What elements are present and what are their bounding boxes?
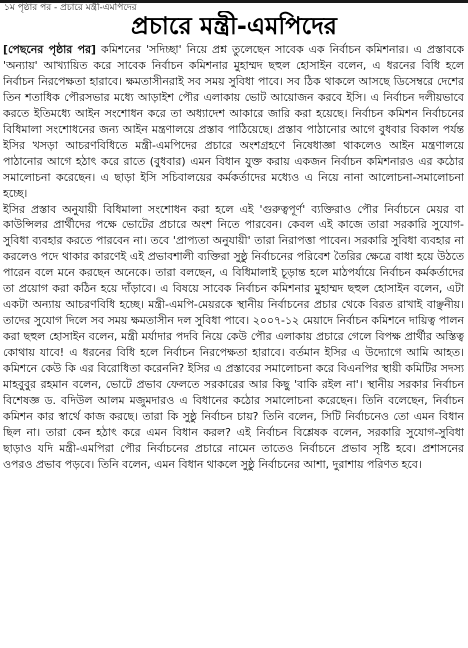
article-body bbox=[3, 42, 464, 646]
running-head: ১ম পৃষ্ঠার পর - প্রচারে মন্ত্রী-এমপিদের bbox=[4, 3, 137, 13]
article-paragraph-2 bbox=[3, 202, 464, 473]
article-headline: প্রচারে মন্ত্রী-এমপিদের bbox=[130, 12, 338, 40]
article-paragraph-1 bbox=[3, 42, 464, 202]
paragraph-text-2: ইসির প্রস্তাব অনুযায়ী বিধিমালা সংশোধন করা হলে এই 'গুরুত্বপূর্ণ' ব্যক্তিরাও পৌর নির্বাচনে মেয়র বা কাউন্সিলর প্রার্থীদের পক্ষে ভোটের প্রচারে অংশ নিতে পারবেন। কেবল এই কাজে তারা সরকারি সুযোগ-সুবিধা ব্যবহার করতে পারবেন না। তবে 'প্রাপ্যতা অনুযায়ী' তারা নিরাপত্তা পাবেন। সরকারি সুবিধা ব্যবহার না করলেও পদে থাকার কারণেই এই প্রভাবশালী ব্যক্তিরা সুষ্ঠু নির্বাচনের পরিবেশ তৈরির ক্ষেত্রে বাধা হয়ে উঠতে পারেন বলে মনে করছেন অনেকে। তারা বলছেন, এ বিধিমালাই চূড়ান্ত হলে মাঠপর্যায়ে নির্বাচন কর্মকর্তাদের তা প্রয়োগ করা কঠিন হয়ে দাঁড়াবে। এ বিষয়ে সাবেক নির্বাচন কমিশনার মুহাম্মদ ছহুল হোসাইন বলেন, এটা একটা অন্যায় আচরণবিধি হচ্ছে। মন্ত্রী-এমপি-মেয়রকে স্থানীয় নির্বাচনের প্রচার থেকে বিরত রাখাই বাঞ্ছনীয়। তাদের সুযোগ দিলে সব সময় ক্ষমতাসীন দল সুবিধা পাবে। ২০০৭-১২ মেয়াদে নির্বাচন কমিশনে দায়িত্ব পালন করা ছহুল হোসাইন বলেন, মন্ত্রী মর্যাদার পদবি নিয়ে কেউ পৌর এলাকায় প্রচারে গেলে বিপক্ষ প্রার্থীর অস্তিত্ব কোথায় যাবে! এ ধরনের বিধি হলে নির্বাচন নিরপেক্ষতা হারাবে। বর্তমান ইসির এ উদ্যোগে আমি আহত। কমিশনে কেউ কি এর বিরোধিতা করেননি? ইসির এ প্রস্তাবের সমালোচনা করে বিএনপির স্থায়ী কমিটির সদস্য মাহবুবুর রহমান বলেন, ভোটে প্রভাব ফেলতে সরকারের আর কিছু 'বাকি রইল না'। স্থানীয় সরকার নির্বাচন বিশেষজ্ঞ ড. বদিউল আলম মজুমদারও এ বিধানের কঠোর সমালোচনা করেছেন। তিনি বলেছেন, নির্বাচন কমিশন কার স্বার্থে কাজ করছে। তারা কি সুষ্ঠু নির্বাচন চায়? তিনি বলেন, সিটি নির্বাচনেও তো এমন বিধান ছিল না। তারা কেন হঠাৎ করে এমন বিধান করল? এই নির্বাচন বিশ্লেষক বলেন, সরকারি সুযোগ-সুবিধা ছাড়াও যদি মন্ত্রী-এমপিরা পৌর নির্বাচনের প্রচারে নামেন তাতেও নির্বাচনে প্রভাব সৃষ্টি হবে। প্রশাসনের ওপরও প্রভাব পড়বে। তিনি বলেন, এমন বিধান থাকলে সুষ্ঠু নির্বাচনের আশা, দুরাশায় পরিণত হবে। bbox=[3, 202, 464, 471]
continuation-label: [পেছনের পৃষ্ঠার পর] bbox=[3, 43, 96, 56]
paragraph-text-1: কমিশনের 'সদিচ্ছা' নিয়ে প্রশ্ন তুলেছেন সাবেক এক নির্বাচন কমিশনার। এ প্রস্তাবকে 'অন্যায়' আখ্যায়িত করে সাবেক নির্বাচন কমিশনার মুহাম্মদ ছহুল হোসাইন বলেন, এ ধরনের বিধি হলে নির্বাচন নিরপেক্ষতা হারাবে। ক্ষমতাসীনরাই সব সময় সুবিধা পাবে। সব ঠিক থাকলে আসছে ডিসেম্বরে দেশের তিন শতাধিক পৌরসভার মধ্যে আড়াইশ পৌর এলাকায় ভোট আয়োজন করবে ইসি। এ নির্বাচন দলীয়ভাবে করতে ইতিমধ্যে আইন সংশোধন করে তা অধ্যাদেশ আকারে জারি করা হয়েছে। নির্বাচন কমিশন নির্বাচনের বিধিমালা সংশোধনের জন্য আইন মন্ত্রণালয়ে প্রস্তাব পাঠিয়েছে। প্রস্তাব পাঠানোর আগে বুধবার বিকাল পর্যন্ত ইসির খসড়া আচরণবিধিতে মন্ত্রী-এমপিদের প্রচারে অংশগ্রহণে নিষেধাজ্ঞা থাকলেও আইন মন্ত্রণালয়ে পাঠানোর আগে হঠাৎ করে রাতে (বুধবার) এমন বিধান যুক্ত করায় একজন নির্বাচন কমিশনারও এর কঠোর সমালোচনা করেছেন। এ ছাড়া ইসি সচিবালয়ের কর্মকর্তাদের মধ্যেও এ নিয়ে নানা আলোচনা-সমালোচনা হচ্ছে। bbox=[3, 43, 464, 200]
